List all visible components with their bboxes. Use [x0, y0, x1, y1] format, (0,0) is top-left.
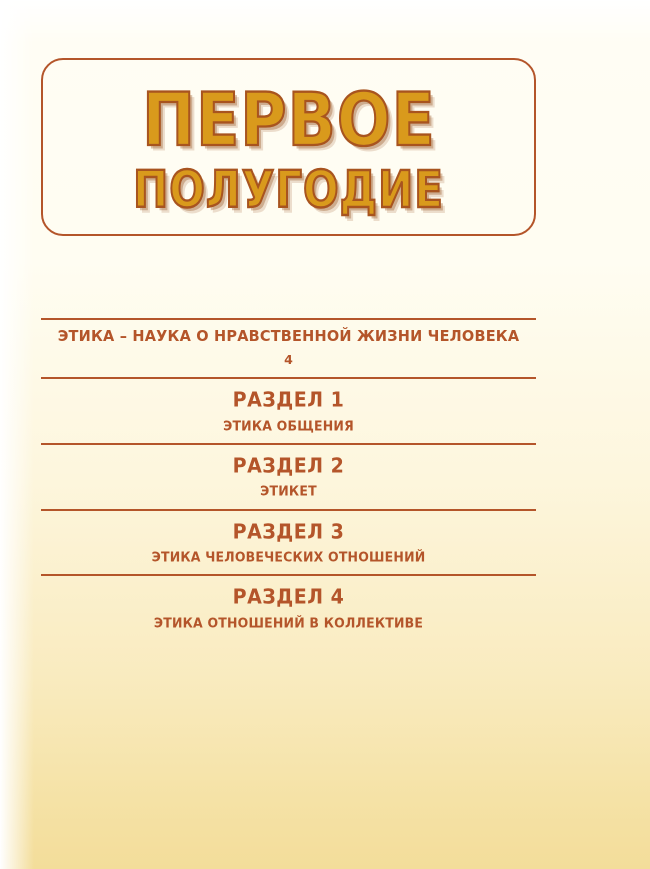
divider-rule	[41, 443, 536, 445]
divider-rule	[41, 574, 536, 576]
toc-entry-title: РАЗДЕЛ 2	[232, 454, 345, 478]
title-line-second: ПОЛУГОДИЕ	[133, 160, 444, 219]
list-item[interactable]	[41, 377, 536, 443]
toc-entry-subtitle: ЭТИКА ОТНОШЕНИЙ В КОЛЛЕКТИВЕ	[153, 614, 424, 631]
toc-entry-subtitle: ЭТИКА ЧЕЛОВЕЧЕСКИХ ОТНОШЕНИЙ	[151, 548, 426, 565]
toc-entry-page-number: 4	[284, 351, 293, 367]
page-title	[41, 58, 536, 236]
list-item[interactable]	[41, 574, 536, 640]
divider-rule	[41, 509, 536, 511]
title-line-first: ПЕРВОЕ	[141, 76, 436, 163]
toc-entry-subtitle: ЭТИКА ОБЩЕНИЯ	[223, 417, 354, 433]
toc-entry-title: РАЗДЕЛ 4	[232, 585, 345, 609]
toc-entry-subtitle: ЭТИКЕТ	[260, 482, 317, 499]
list-item[interactable]	[41, 509, 536, 575]
list-item[interactable]	[41, 318, 536, 377]
toc-entry-title: РАЗДЕЛ 3	[232, 519, 345, 544]
toc-entry-title: ЭТИКА – НАУКА О НРАВСТВЕННОЙ ЖИЗНИ ЧЕЛОВЕКА	[57, 328, 520, 346]
list-item[interactable]	[41, 443, 536, 509]
toc-entry-title: РАЗДЕЛ 1	[232, 388, 345, 412]
divider-rule	[41, 318, 536, 320]
table-of-contents	[41, 318, 536, 640]
divider-rule	[41, 377, 536, 379]
